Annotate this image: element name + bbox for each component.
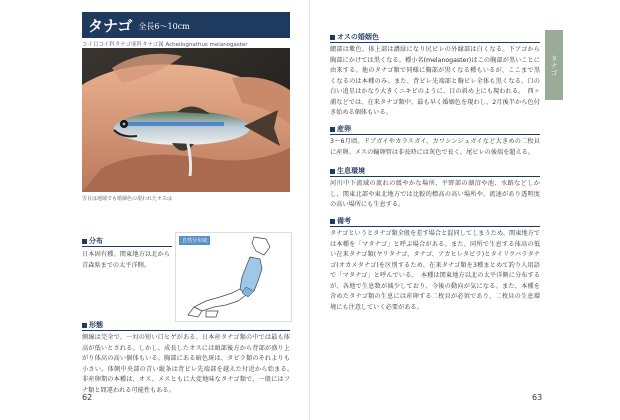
breeding-color-heading: オスの婚姻色 [330, 32, 379, 42]
fish-in-hand-image [82, 48, 290, 192]
species-title: タナゴ [88, 16, 133, 35]
heading-marker-icon [330, 35, 335, 40]
habitat-rule [330, 176, 540, 177]
page-number-right: 63 [532, 393, 543, 402]
notes-rule [330, 226, 540, 227]
notes-text: タナゴというとタナゴ類全般を差す場合と混同してしまうため、関東地方では本種を「マタナゴ」と呼ぶ場合がある。また、同所で生息する体高の低い在来タナゴ類(ヤリタナゴ、タナゴ、アカヒレタビラ)とタイリクバラタナゴ(オカメタナゴ)を区別するため、在来タナゴ類を3種まとめて釣り人用語で「マタナゴ」と呼んでいる。 本種は関東地方以北の太平洋側に分布するが、各地で生息数が減少しており、今後の動向が気になる。また、本種を含めたタナゴ類の生息には産卵する二枚貝が必須であり、二枚貝の生息環境にも注意していく必要がある。 [330, 230, 540, 311]
morphology-text: 側線は完全で、一対の短い口ヒゲがある。日本産タナゴ類の中では最も体高が低いとされる。しかし、成長したオスには頭部後方から背部が盛り上がり体高の高い個体もいる。胸部にある暗色斑は、タビラ類のそれよりも小さい。体側中央部の青い縦条は背ビレ先端部を越えた付近から始まる。 非産卵期の本種は、オス、メスともに大変地味なタナゴ類で、一般にはフナ類と間違われる可能性もある。 [82, 334, 297, 394]
breeding-color-text: 鰓部は紫色、体上部は濃緑になり尻ビレの外縁部は白くなる。下アゴから胸部にかけては黒くなる。種小名(melanogaster)はこの胸部が黒いことに由来する。他のタナゴ類で同様に胸部が黒くなる種もいるが、ここまで黒くなるのは本種のみ。また、背ビレ先端部と胸ビレ全体も黒くなる。口の白い追星はかなり大きくニキビのように、目の斜め上にも現われる。 西ヶ浦などでは、在来タナゴ類中、最も早く婚姻色を現わし、2月後半から色付き始める個体もいる。 [330, 46, 540, 116]
distribution-rule [82, 246, 172, 247]
spawning-rule [330, 134, 540, 135]
morphology-heading: 形態 [82, 320, 103, 330]
taxonomy-line: コイ目コイ科タナゴ亜科タナゴ属 Acheilognathus melanogaster [82, 40, 290, 51]
distribution-heading: 分布 [82, 236, 103, 246]
japan-map-icon [176, 233, 291, 321]
fish-photo [82, 48, 290, 192]
spawning-heading: 産卵 [330, 124, 351, 134]
distribution-map [175, 232, 292, 322]
page-number-left: 62 [82, 393, 93, 402]
morphology-rule [82, 330, 290, 331]
right-page [310, 0, 620, 420]
heading-marker-icon [330, 219, 335, 224]
distribution-text: 日本固有種。関東地方以北から青森県までの太平洋側。 [82, 251, 170, 269]
species-title-bar [82, 12, 290, 38]
map-label: 自然分布域 [179, 236, 210, 245]
heading-marker-icon [82, 239, 87, 244]
heading-marker-icon [82, 323, 87, 328]
heading-marker-icon [330, 169, 335, 174]
species-size: 全長6～10cm [138, 22, 190, 31]
habitat-text: 河川中下流域の流れの緩やかな場所、平野部の湖沼や池、水路などしかし、関東北部や東北地方では比較的標高の高い場所や、流速があり透明度の高い場所にも生息する。 [330, 180, 540, 208]
photo-caption: 雪目は地域でも婚姻色の現われたオスは [82, 196, 172, 202]
spawning-text: 3～6月頃。ドブガイやカラスガイ、カワシンジュガイなど大きめの二枚貝に産卵。メスの輸卵管は非長時には灰色で長く、尾ビレの後端を超える。 [330, 138, 540, 156]
breeding-color-rule [330, 42, 540, 43]
notes-heading: 備考 [330, 216, 351, 226]
heading-marker-icon [330, 127, 335, 132]
side-index-tab[interactable]: タナゴ [545, 30, 563, 100]
habitat-heading: 生息環境 [330, 166, 365, 176]
